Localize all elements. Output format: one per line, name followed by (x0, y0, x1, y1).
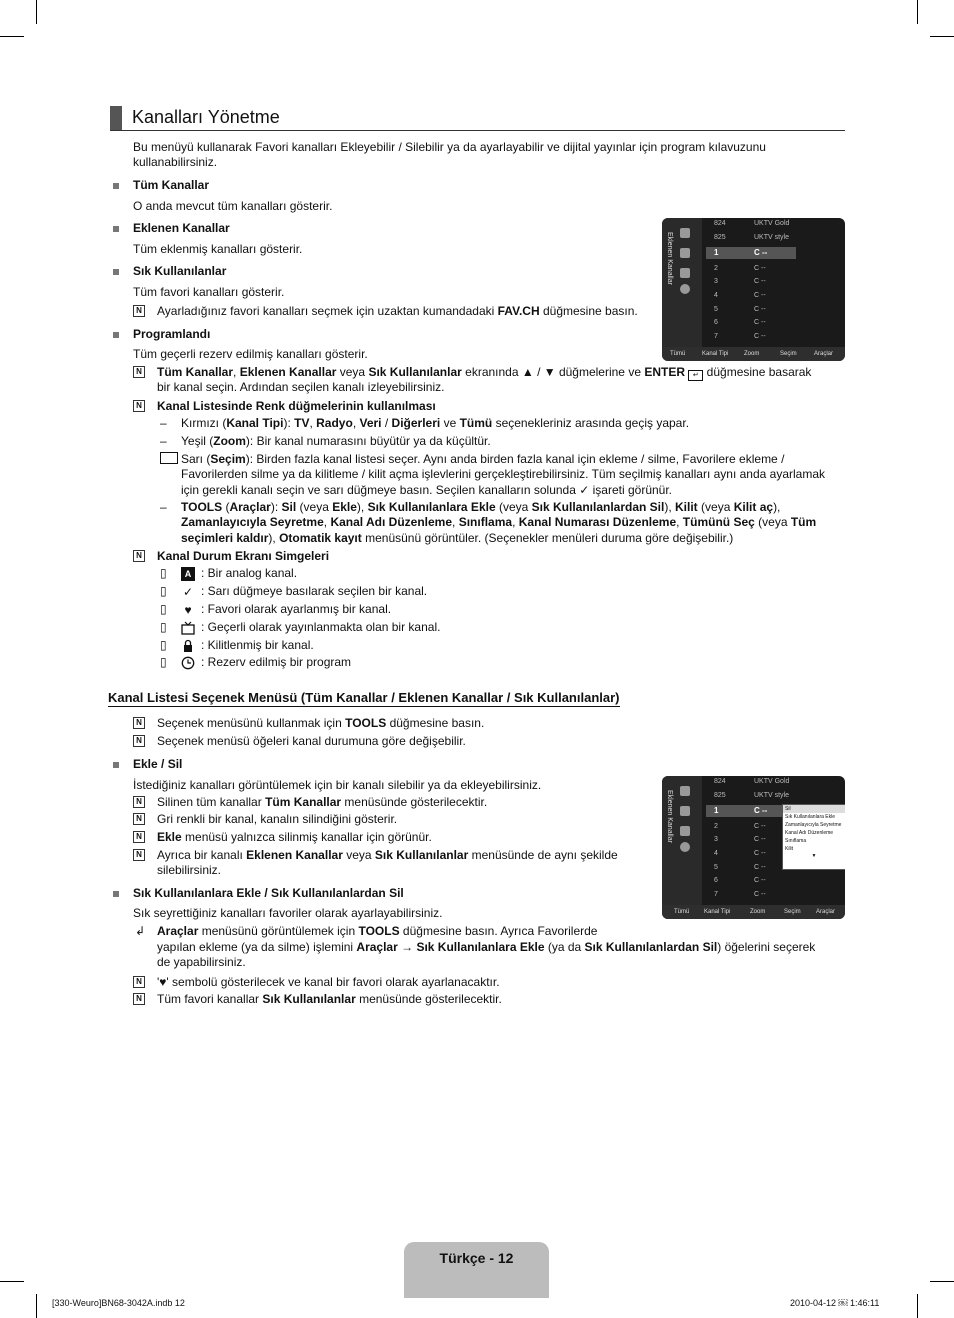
added-channels-icon (680, 248, 690, 258)
bullet-square (113, 762, 119, 768)
bullet-mark: ▯ (160, 602, 167, 616)
popup-item: Zamanlayıcıyla Seyretme (785, 822, 842, 828)
note-icon: N (133, 796, 145, 808)
heart-icon: ♥ (159, 975, 167, 989)
status-desc: : Kilitlenmiş bir kanal. (201, 638, 314, 652)
crop-mark (917, 0, 918, 24)
tv-row: 825 UKTV style (714, 792, 790, 799)
tv-row: 2 C -- (714, 823, 766, 830)
popup-down-arrow: ▼ (811, 853, 817, 859)
tv-row: 3 C -- (714, 278, 766, 285)
popup-item: Kilit (785, 846, 794, 852)
title-marker (110, 106, 122, 130)
tv-row: 2 C -- (714, 265, 766, 272)
favorites-icon (680, 826, 690, 836)
note-icon: N (133, 813, 145, 825)
bullet-mark: ▯ (160, 566, 167, 580)
status-desc: : Sarı düğmeye basılarak seçilen bir kanal. (201, 584, 428, 598)
tools-line3: seçimleri kaldır), Otomatik kayıt menüsünü görüntüler. (Seçenekler menüleri duruma göre değişebilir.) (181, 531, 734, 545)
status-desc: : Bir analog kanal. (201, 566, 298, 580)
fav-tools-line1: Araçlar menüsünü görüntülemek için TOOLS düğmesine basın. Ayrıca Favorilerde (157, 924, 598, 938)
tv-row: 6 C -- (714, 319, 766, 326)
tv-row: 4 C -- (714, 850, 766, 857)
footer-file: [330-Weuro]BN68-3042A.indb 12 (52, 1298, 185, 1308)
status-desc: : Favori olarak ayarlanmış bir kanal. (201, 602, 392, 616)
section-heading: Kanal Listesi Seçenek Menüsü (Tüm Kanallar / Eklenen Kanallar / Sık Kullanılanlar) (108, 690, 620, 705)
bullet-mark: ▯ (160, 620, 167, 634)
ekle-note4-line2: silebilirsiniz. (157, 863, 222, 877)
tv-row: 824 UKTV Gold (714, 220, 790, 227)
tv-button-bar: Tümü Kanal Tipi Zoom Seçim Araçlar (662, 347, 845, 361)
popup-item: Sil (783, 805, 845, 813)
tools-line1: TOOLS (Araçlar): Sil (veya Ekle), Sık Kullanılanlara Ekle (veya Sık Kullanılanlardan Sil), Kilit (veya Kilit aç), (181, 500, 781, 514)
tv-row: 5 C -- (714, 306, 766, 313)
note-icon: N (133, 831, 145, 843)
tv-screen-channel-list (662, 218, 845, 361)
status-desc: : Geçerli olarak yayınlanmakta olan bir kanal. (201, 620, 441, 634)
crop-mark (36, 1294, 37, 1318)
page-number: Türkçe - 12 (439, 1250, 514, 1266)
crop-mark (0, 36, 24, 37)
note2-head: Kanal Listesinde Renk düğmelerinin kullanılması (157, 399, 436, 413)
page-title: Kanalları Yönetme (132, 107, 280, 127)
intro-text: Bu menüyü kullanarak Favori kanalları Ekleyebilir / Silebilir ya da ayarlayabilir ve dijital yayınlar için program kılavuzunu kullanabilirsiniz. (133, 140, 766, 169)
title-bar (110, 106, 845, 131)
page-number-tab (404, 1242, 549, 1298)
note-icon: N (133, 366, 145, 378)
tv-row: 5 C -- (714, 864, 766, 871)
item-head: Programlandı (133, 327, 211, 341)
note-icon: N (133, 550, 145, 562)
analog-icon: A (181, 567, 195, 581)
heart-icon: ♥ (184, 603, 192, 617)
tv-row: 825 UKTV style (714, 234, 790, 241)
favorites-icon (680, 268, 690, 278)
item-desc: Tüm favori kanalları gösterir. (133, 285, 285, 299)
dash: – (160, 416, 167, 430)
green-button-desc: Yeşil (Zoom): Bir kanal numarasını büyütür ya da küçültür. (181, 434, 491, 448)
fav-tools-line3: de yapabilirsiniz. (157, 955, 246, 969)
tv-row: 4 C -- (714, 292, 766, 299)
fav-note2: Tüm favori kanallar Sık Kullanılanlar menüsünde gösterilecektir. (157, 992, 502, 1006)
tv-row-selected: 1 C -- (706, 247, 796, 259)
fav-head: Sık Kullanılanlara Ekle / Sık Kullanılanlardan Sil (133, 886, 404, 900)
bullet-mark: ▯ (160, 584, 167, 598)
tv-row: 6 C -- (714, 877, 766, 884)
popup-item: Sık Kullanılanlara Ekle (785, 814, 836, 820)
dash: – (160, 500, 167, 514)
bullet-square (113, 183, 119, 189)
ekle-note4: Ayrıca bir kanalı Eklenen Kanallar veya Sık Kullanılanlar menüsünde de aynı şekilde (157, 848, 618, 862)
fav-note: Ayarladığınız favori kanalları seçmek için uzaktan kumandadaki FAV.CH düğmesine basın. (157, 304, 638, 318)
note-icon: N (133, 849, 145, 861)
status-head: Kanal Durum Ekranı Simgeleri (157, 549, 330, 563)
note-icon: N (133, 305, 145, 317)
red-button-desc: Kırmızı (Kanal Tipi): TV, Radyo, Veri / Diğerleri ve Tümü seçenekleriniz arasında geçiş yapar. (181, 416, 690, 430)
tv-row: 824 UKTV Gold (714, 778, 790, 785)
item-head: Tüm Kanallar (133, 178, 210, 192)
yellow-button-icon (160, 452, 178, 464)
ekle-note3: Ekle menüsü yalnızca silinmiş kanallar için görünür. (157, 830, 432, 844)
yellow-line3: için gerekli kanalı seçin ve sarı düğmeye basın. Seçilen kanalların solunda ✓ işareti görünür. (181, 483, 673, 497)
check-icon: ✓ (182, 585, 194, 599)
yellow-line2: Favorilerden silme ya da kilitleme / kilit açma işlevlerini gerçekleştirebilirsiniz. Tüm seçilmiş kanalları aynı anda ayarlamak (181, 467, 826, 481)
tools-line2: Zamanlayıcıyla Seyretme, Kanal Adı Düzenleme, Sınıflama, Kanal Numarası Düzenleme, Tümünü Seç (veya Tüm (181, 515, 817, 529)
all-channels-icon (680, 786, 690, 796)
tv-row: 7 C -- (714, 333, 766, 340)
note-icon: N (133, 993, 145, 1005)
tv-row-selected: 1 C -- (706, 805, 796, 817)
tools-icon: ↲ (134, 924, 146, 938)
item-head: Sık Kullanılanlar (133, 264, 227, 278)
tools-popup (782, 804, 845, 870)
check-icon: ✓ (579, 483, 590, 497)
ekle-desc: İstediğiniz kanalları görüntülemek için bir kanalı silebilir ya da ekleyebilirsiniz. (133, 778, 542, 792)
added-channels-icon (680, 806, 690, 816)
crop-mark (0, 1281, 24, 1282)
tv-row: 7 C -- (714, 891, 766, 898)
crop-mark (930, 36, 954, 37)
tv-side-label: Eklenen Kanallar (666, 232, 673, 285)
bullet-mark: ▯ (160, 655, 167, 669)
note1-line1: Tüm Kanallar, Eklenen Kanallar veya Sık Kullanılanlar ekranında ▲ / ▼ düğmelerine ve ENTER ↵ düğmesine basarak (157, 365, 812, 379)
bullet-square (113, 269, 119, 275)
note-icon: N (133, 717, 145, 729)
popup-item: Sınıflama (785, 838, 807, 844)
lock-icon (181, 639, 195, 653)
ekle-head: Ekle / Sil (133, 757, 183, 771)
clock-icon (181, 656, 195, 670)
tv-side-label: Eklenen Kanallar (666, 790, 673, 843)
programmed-icon (680, 284, 690, 294)
bullet-square (113, 332, 119, 338)
bullet-mark: ▯ (160, 638, 167, 652)
item-head: Eklenen Kanallar (133, 221, 230, 235)
enter-icon: ↵ (688, 370, 703, 381)
tv-screen-options (662, 776, 845, 919)
programmed-icon (680, 842, 690, 852)
yellow-button-desc: Sarı (Seçim): Birden fazla kanal listesi seçer. Aynı anda birden fazla kanal için ekleme / silme, Favorilere ekleme / (181, 452, 785, 466)
tv-icon (181, 621, 195, 635)
fav-desc: Sık seyrettiğiniz kanalları favoriler olarak ayarlayabilirsiniz. (133, 906, 443, 920)
fav-note1: '♥' sembolü gösterilecek ve kanal bir favori olarak ayarlanacaktır. (157, 975, 500, 989)
crop-mark (930, 1281, 954, 1282)
item-desc: O anda mevcut tüm kanalları gösterir. (133, 199, 333, 213)
bullet-square (113, 226, 119, 232)
note-icon: N (133, 976, 145, 988)
crop-mark (917, 1294, 918, 1318)
status-desc: : Rezerv edilmiş bir program (201, 655, 352, 669)
opt-note1: Seçenek menüsünü kullanmak için TOOLS düğmesine basın. (157, 716, 485, 730)
opt-note2: Seçenek menüsü öğeleri kanal durumuna göre değişebilir. (157, 734, 466, 748)
note-icon: N (133, 400, 145, 412)
tv-row: 3 C -- (714, 836, 766, 843)
item-desc: Tüm eklenmiş kanalları gösterir. (133, 242, 303, 256)
crop-mark (36, 0, 37, 24)
note-icon: N (133, 735, 145, 747)
ekle-note1: Silinen tüm kanallar Tüm Kanallar menüsünde gösterilecektir. (157, 795, 488, 809)
all-channels-icon (680, 228, 690, 238)
note1-line2: bir kanal seçin. Ardından seçilen kanalı izleyebilirsiniz. (157, 380, 445, 394)
popup-item: Kanal Adı Düzenleme (785, 830, 834, 836)
item-desc: Tüm geçerli rezerv edilmiş kanalları gösterir. (133, 347, 368, 361)
ekle-note2: Gri renkli bir kanal, kanalın silindiğini gösterir. (157, 812, 398, 826)
fav-tools-line2: yapılan ekleme (ya da silme) işlemini Araçlar → Sık Kullanılanlara Ekle (ya da Sık Kullanılanlardan Sil) öğelerini seçerek (157, 940, 816, 954)
dash: – (160, 434, 167, 448)
tv-button-bar: Tümü Kanal Tipi Zoom Seçim Araçlar (662, 905, 845, 919)
bullet-square (113, 891, 119, 897)
footer-date: 2010-04-12 ￼ 1:46:11 (790, 1298, 880, 1308)
